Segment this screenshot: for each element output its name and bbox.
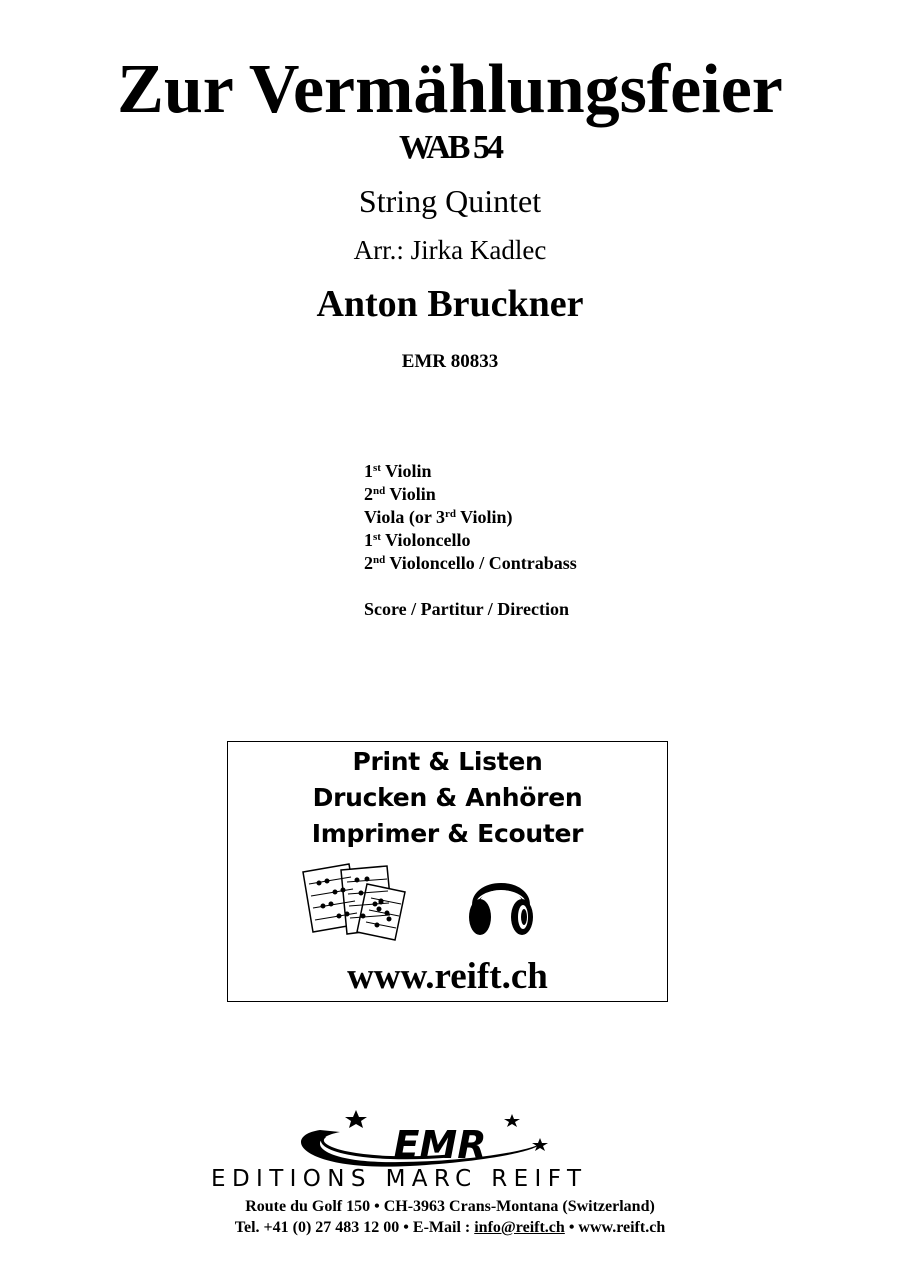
promo-line-fr: Imprimer & Ecouter [311,819,584,848]
edition-number: EMR 80833 [401,351,499,372]
part-item: 2nd Violoncello / Contrabass [364,553,577,573]
ensemble: String Quintet [358,183,542,219]
publisher-name: EDITIONS MARC REIFT [211,1166,581,1192]
composer: Anton Bruckner [316,283,584,325]
emr-logo [211,1108,650,1192]
part-item: 1st Violin [364,461,432,481]
promo-line-en: Print & Listen [352,747,543,776]
promo-line-de: Drucken & Anhören [312,783,583,812]
catalog-number: WAB 54 [399,129,501,166]
sheet-music-icon [301,862,411,940]
publisher-address: Route du Golf 150 • CH-3963 Crans-Montana (Switzerland) [245,1198,655,1215]
score-line: Score / Partitur / Direction [364,599,569,619]
page-title: Zur Vermählungsfeier [117,51,783,128]
print-listen-box[interactable] [227,741,668,1002]
headphones-icon [466,865,536,939]
parts-list [364,460,577,575]
arranger: Arr.: Jirka Kadlec [353,235,547,265]
part-item: 2nd Violin [364,484,436,504]
part-item: Viola (or 3rd Violin) [364,507,513,527]
email-link[interactable]: info@reift.ch [474,1219,565,1236]
part-item: 1st Violoncello [364,530,471,550]
publisher-contact: Tel. +41 (0) 27 483 12 00 • E-Mail : info@reift.ch • www.reift.ch [234,1219,666,1236]
website-link[interactable]: www.reift.ch [347,956,548,997]
logo-mark: EMR [393,1123,487,1167]
